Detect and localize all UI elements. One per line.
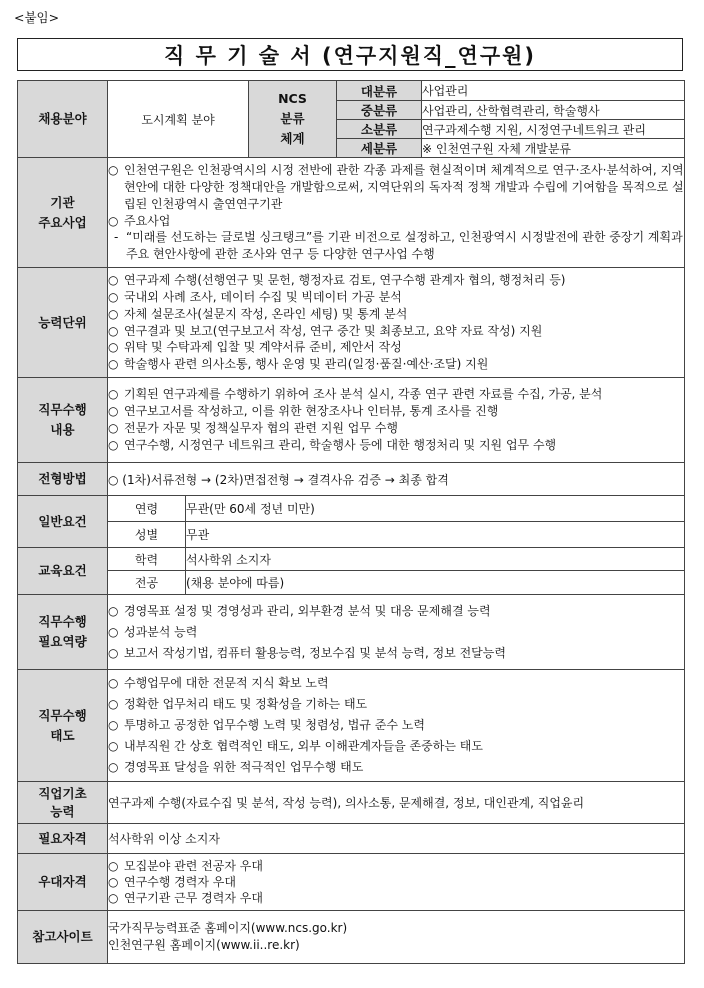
bullet-mark: ○ <box>108 306 119 321</box>
preference-content <box>108 854 685 911</box>
attitude-item: 내부직원 간 상호 협력적인 태도, 외부 이해관계자들을 존중하는 태도 <box>124 739 483 753</box>
preference-item: 연구수행 경력자 우대 <box>124 875 236 889</box>
duty-item: 연구수행, 시정연구 네트워크 관리, 학술행사 등에 대한 행정처리 및 지원 업무 수행 <box>124 437 557 452</box>
ncs-key: 대분류 <box>337 81 422 101</box>
education-label: 교육요건 <box>18 548 108 595</box>
attitude-item: 투명하고 공정한 업무수행 노력 및 청렴성, 법규 준수 노력 <box>124 718 425 732</box>
attitude-label: 직무수행 태도 <box>18 670 108 782</box>
ncs-value: ※ 인천연구원 자체 개발분류 <box>422 139 685 158</box>
education-value: 석사학위 소지자 <box>186 548 685 571</box>
competency-label: 직무수행 필요역량 <box>18 595 108 670</box>
bullet-mark: ○ <box>108 357 119 372</box>
attitude-item: 수행업무에 대한 전문적 지식 확보 노력 <box>124 676 329 690</box>
org-bullet: 인천연구원은 인천광역시의 시정 전반에 관한 각종 과제를 현실적이며 체계적으로 연구·조사·분석하여, 지역현안에 대한 다양한 정책대안을 개발함으로써, 지역단위의 독자적 정책 개발과 수립에 기여함을 목적으로 설립된 인천광역시 출연연구기관 <box>124 163 684 211</box>
field-label: 채용분야 <box>18 81 108 158</box>
bullet-mark: ○ <box>108 421 119 435</box>
ncs-label: NCS 분류 체계 <box>249 81 337 158</box>
job-description-table <box>17 80 685 964</box>
bullet-mark: ○ <box>108 859 119 873</box>
education-key: 전공 <box>108 571 186 595</box>
bullet-mark: ○ <box>108 437 119 452</box>
preference-item: 모집분야 관련 전공자 우대 <box>124 859 263 873</box>
competency-item: 보고서 작성기법, 컴퓨터 활용능력, 정보수집 및 분석 능력, 정보 전달능력 <box>124 645 506 660</box>
bullet-mark: ○ <box>108 289 119 304</box>
attitude-item: 정확한 업무처리 태도 및 정확성을 기하는 태도 <box>124 697 368 711</box>
bullet-mark: ○ <box>108 603 119 618</box>
basic-label: 직업기초 능력 <box>18 782 108 824</box>
duties-content <box>108 378 685 463</box>
general-value: 무관(만 60세 정년 미만) <box>186 496 685 522</box>
competency-content <box>108 595 685 670</box>
attitude-item: 경영목표 달성을 위한 적극적인 업무수행 태도 <box>124 760 364 774</box>
ability-item: 국내외 사례 조사, 데이터 수집 및 빅데이터 가공 분석 <box>124 289 402 304</box>
ability-item: 위탁 및 수탁과제 입찰 및 계약서류 준비, 제안서 작성 <box>124 340 402 355</box>
ability-item: 자체 설문조사(설문지 작성, 온라인 세팅) 및 통계 분석 <box>124 306 408 321</box>
ncs-key: 중분류 <box>337 101 422 120</box>
general-value: 무관 <box>186 522 685 548</box>
preference-item: 연구기관 근무 경력자 우대 <box>124 891 263 905</box>
ability-content <box>108 268 685 378</box>
ability-label: 능력단위 <box>18 268 108 378</box>
ncs-value: 연구과제수행 지원, 시정연구네트워크 관리 <box>422 120 685 139</box>
bullet-mark: ○ <box>108 697 119 711</box>
ncs-key: 세분류 <box>337 139 422 158</box>
ncs-value: 사업관리, 산학협력관리, 학술행사 <box>422 101 685 120</box>
bullet-mark: ○ <box>108 387 119 402</box>
general-key: 연령 <box>108 496 186 522</box>
duty-item: 기획된 연구과제를 수행하기 위하여 조사 분석 실시, 각종 연구 관련 자료를 수집, 가공, 분석 <box>124 387 603 402</box>
general-label: 일반요건 <box>18 496 108 548</box>
basic-value: 연구과제 수행(자료수집 및 분석, 작성 능력), 의사소통, 문제해결, 정보, 대인관계, 직업윤리 <box>108 782 685 824</box>
org-bullet: 주요사업 <box>124 213 171 228</box>
ability-item: 연구과제 수행(선행연구 및 문헌, 행정자료 검토, 연구수행 관계자 협의, 행정처리 등) <box>124 273 566 288</box>
bullet-mark: ○ <box>108 891 119 905</box>
ability-item: 연구결과 및 보고(연구보고서 작성, 연구 중간 및 최종보고, 요약 자료 작성) 지원 <box>124 323 543 338</box>
preference-label: 우대자격 <box>18 854 108 911</box>
bullet-mark: ○ <box>108 273 119 288</box>
bullet-mark: ○ <box>108 404 119 419</box>
org-content <box>108 158 685 268</box>
general-key: 성별 <box>108 522 186 548</box>
document-title: 직 무 기 술 서 (연구지원직_연구원) <box>17 38 683 71</box>
duty-item: 전문가 자문 및 정책실무자 협의 관련 지원 업무 수행 <box>124 421 398 435</box>
bullet-mark: ○ <box>108 676 119 690</box>
reference-link[interactable]: 인천연구원 홈페이지(www.ii..re.kr) <box>108 938 300 952</box>
selection-label: 전형방법 <box>18 463 108 496</box>
bullet-mark: ○ <box>108 340 119 355</box>
selection-value: ○ (1차)서류전형 → (2차)면접전형 → 결격사유 검증 → 최종 합격 <box>108 463 685 496</box>
ncs-value: 사업관리 <box>422 81 685 101</box>
org-label: 기관 주요사업 <box>18 158 108 268</box>
qualification-label: 필요자격 <box>18 824 108 854</box>
bullet-mark: ○ <box>108 213 119 228</box>
ability-item: 학술행사 관련 의사소통, 행사 운영 및 관리(일정·품질·예산·조달) 지원 <box>124 357 489 372</box>
reference-content <box>108 911 685 964</box>
dash-mark: - <box>114 230 119 245</box>
field-value: 도시계획 분야 <box>108 81 249 158</box>
competency-item: 성과분석 능력 <box>124 624 198 639</box>
attitude-content <box>108 670 685 782</box>
education-key: 학력 <box>108 548 186 571</box>
education-value: (채용 분야에 따름) <box>186 571 685 595</box>
competency-item: 경영목표 설정 및 경영성과 관리, 외부환경 분석 및 대응 문제해결 능력 <box>124 603 491 618</box>
ncs-key: 소분류 <box>337 120 422 139</box>
duties-label: 직무수행 내용 <box>18 378 108 463</box>
bullet-mark: ○ <box>108 624 119 639</box>
reference-link[interactable]: 국가직무능력표준 홈페이지(www.ncs.go.kr) <box>108 921 348 935</box>
org-dash-item: “미래를 선도하는 글로벌 싱크탱크”를 기관 비전으로 설정하고, 인천광역시 시정발전에 관한 중장기 계획과 주요 현안사항에 관한 조사와 연구 등 다양한 연구사업 수행 <box>126 230 683 262</box>
duty-item: 연구보고서를 작성하고, 이를 위한 현장조사나 인터뷰, 통계 조사를 진행 <box>124 404 499 419</box>
bullet-mark: ○ <box>108 323 119 338</box>
bullet-mark: ○ <box>108 645 119 660</box>
bullet-mark: ○ <box>108 163 119 178</box>
attachment-label: <붙임> <box>14 10 60 25</box>
bullet-mark: ○ <box>108 875 119 889</box>
bullet-mark: ○ <box>108 718 119 732</box>
bullet-mark: ○ <box>108 760 119 774</box>
bullet-mark: ○ <box>108 739 119 753</box>
qualification-value: 석사학위 이상 소지자 <box>108 824 685 854</box>
reference-label: 참고사이트 <box>18 911 108 964</box>
